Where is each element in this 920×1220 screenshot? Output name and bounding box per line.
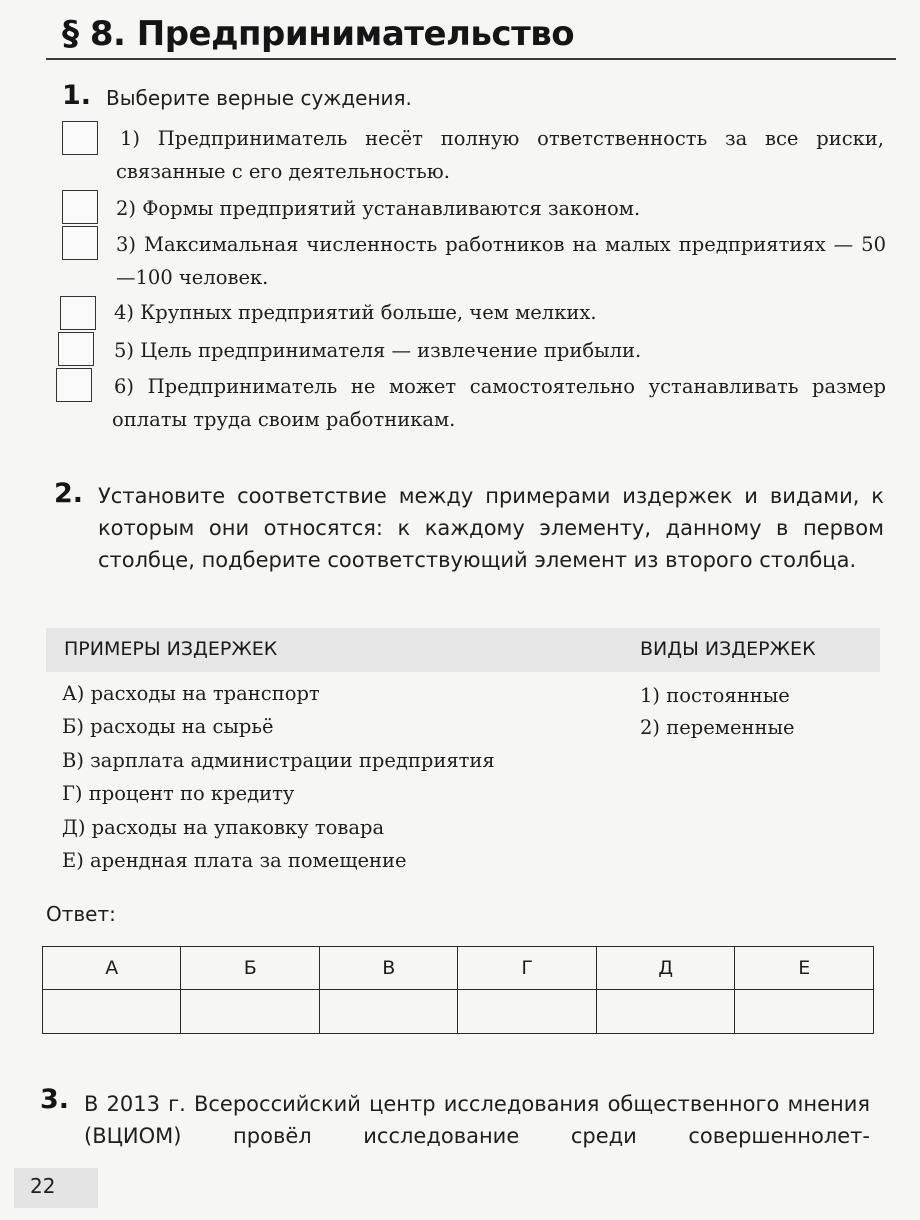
answer-cell-b[interactable] bbox=[181, 990, 319, 1034]
statement-1-checkbox[interactable] bbox=[62, 121, 98, 155]
example-item-v: В) зарплата администрации предприятия bbox=[62, 749, 495, 772]
statement-2: 2) Формы предприятий устанавливаются законом. bbox=[116, 197, 641, 220]
answer-table bbox=[42, 946, 874, 1034]
examples-column-header: ПРИМЕРЫ ИЗДЕРЖЕК bbox=[64, 638, 278, 660]
answer-column-e: Е bbox=[735, 947, 874, 990]
answer-cell-e[interactable] bbox=[735, 990, 874, 1034]
statement-4-checkbox[interactable] bbox=[60, 296, 96, 330]
statement-2-checkbox[interactable] bbox=[62, 190, 98, 224]
answer-cell-v[interactable] bbox=[319, 990, 457, 1034]
page-number: 22 bbox=[30, 1174, 56, 1198]
question-2-number: 2. bbox=[54, 478, 84, 509]
statement-5: 5) Цель предпринимателя — извлечение прибыли. bbox=[114, 339, 642, 362]
answer-cell-a[interactable] bbox=[43, 990, 181, 1034]
statement-3: 3) Максимальная численность работников на малых предприятиях — 50—100 человек. bbox=[116, 233, 886, 289]
example-item-g: Г) процент по кредиту bbox=[62, 782, 295, 805]
answer-column-d: Д bbox=[596, 947, 734, 990]
answer-column-a: А bbox=[43, 947, 181, 990]
answer-cell-d[interactable] bbox=[596, 990, 734, 1034]
page-number-box bbox=[14, 1168, 98, 1208]
type-item-1: 1) постоянные bbox=[640, 684, 790, 707]
statement-6: 6) Предприниматель не может самостоятельно устанавливать размер оплаты труда своим работникам. bbox=[112, 375, 886, 431]
statement-5-checkbox[interactable] bbox=[58, 332, 94, 366]
answer-cell-g[interactable] bbox=[458, 990, 596, 1034]
title-underline bbox=[46, 58, 896, 60]
statement-4: 4) Крупных предприятий больше, чем мелких. bbox=[114, 301, 597, 324]
example-item-a: А) расходы на транспорт bbox=[62, 682, 320, 705]
statement-1: 1) Предприниматель несёт полную ответственность за все риски, связанные с его деятельностью. bbox=[116, 127, 884, 183]
question-3-text: В 2013 г. Всероссийский центр исследования общественного мнения (ВЦИОМ) провёл исследование среди совершеннолет- bbox=[84, 1092, 870, 1148]
question-2-prompt: Установите соответствие между примерами издержек и видами, к которым они относятся: к каждому элементу, данному в первом столбце, подберите соответствующий элемент из второго столбца. bbox=[98, 484, 884, 572]
answer-column-v: В bbox=[319, 947, 457, 990]
example-item-b: Б) расходы на сырьё bbox=[62, 715, 274, 738]
types-column-header: ВИДЫ ИЗДЕРЖЕК bbox=[640, 638, 816, 660]
example-item-d: Д) расходы на упаковку товара bbox=[62, 816, 385, 839]
section-title: § 8. Предпринимательство bbox=[62, 14, 575, 54]
answer-label: Ответ: bbox=[46, 902, 116, 926]
statement-3-checkbox[interactable] bbox=[62, 226, 98, 260]
answer-column-b: Б bbox=[181, 947, 319, 990]
question-1-number: 1. bbox=[62, 80, 92, 111]
example-item-e: Е) арендная плата за помещение bbox=[62, 849, 407, 872]
type-item-2: 2) переменные bbox=[640, 716, 795, 739]
statement-6-checkbox[interactable] bbox=[56, 368, 92, 402]
question-1-prompt: Выберите верные суждения. bbox=[106, 86, 412, 110]
answer-column-g: Г bbox=[458, 947, 596, 990]
question-3-number: 3. bbox=[40, 1084, 70, 1115]
